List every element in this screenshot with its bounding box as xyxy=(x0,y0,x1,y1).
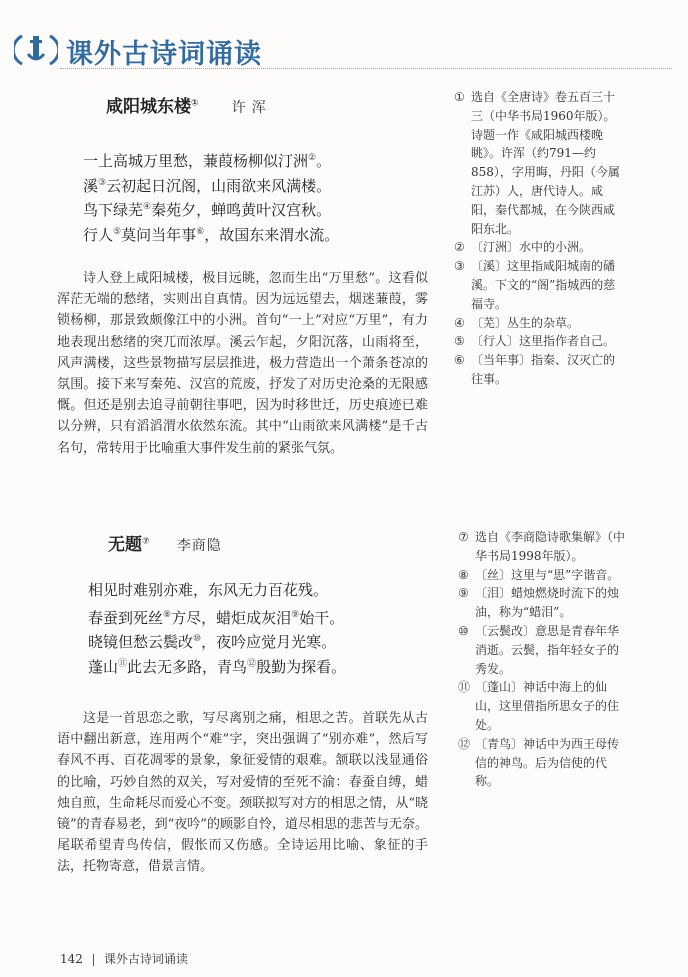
footnote-marker: ⑦ xyxy=(142,536,150,547)
footnote-text: 〔行人〕这里指作者自己。 xyxy=(471,334,616,349)
footnote xyxy=(454,88,626,238)
anchor-logo-icon xyxy=(14,30,58,70)
footnote xyxy=(458,735,630,791)
page-number: 142 xyxy=(60,952,83,966)
footnote-marker: ⑫ xyxy=(247,658,257,669)
verse-line xyxy=(88,578,346,603)
footnote xyxy=(458,622,630,678)
footnote-marker: ⑩ xyxy=(193,634,202,644)
verse-text: 秦苑夕，蝉鸣黄叶汉宫秋。 xyxy=(151,201,332,219)
verse-line xyxy=(83,171,339,196)
poem-title-row xyxy=(106,92,272,117)
footnote-number: ⑩ xyxy=(458,623,469,638)
poem-title: 无题⑦ xyxy=(108,535,150,555)
verse-line xyxy=(88,627,346,652)
footnote-number: ① xyxy=(454,90,465,104)
verse-text: 始干。 xyxy=(299,608,345,627)
footnote-number: ⑧ xyxy=(458,567,469,582)
footnote-text: 〔云鬓改〕意思是青春年华消逝。云鬓，指年轻女子的秀发。 xyxy=(475,623,620,676)
footnote-text: 〔泪〕蜡烛燃烧时流下的烛油，称为“蜡泪”。 xyxy=(475,586,620,620)
footnote-number: ⑤ xyxy=(454,334,465,349)
verse-text: 相见时难别亦难，东风无力百花残。 xyxy=(88,581,329,599)
poem-author: 李商隐 xyxy=(176,538,222,554)
poem-commentary: 这是一首思恋之歌，写尽离别之痛，相思之苦。首联先从古语中翻出新意，连用两个“难”字，突出强调了“别亦难”，然后写春风不再、百花凋零的景象，象征爱情的艰难。颔联以浅显通俗的比喻，巧妙自然的双关，写对爱情的至死不渝：春蚕自缚，蜡烛自煎，生命耗尽而爱心不变。颈联拟写对方的相思之情，从“晓镜”的青春易老，到“夜吟”的顾影自怜，道尽相思的悲苦与无奈。尾联希望青鸟传信，假怅而又伤感。全诗运用比喻、象征的手法，托物寄意，借景言情。 xyxy=(57,711,428,875)
verse-text: 。 xyxy=(316,152,332,170)
footer-divider xyxy=(93,954,94,966)
footnote xyxy=(458,566,630,585)
footnote-number: ⑦ xyxy=(458,530,469,544)
footnote-marker: ⑤ xyxy=(113,226,122,237)
footnote-marker: ② xyxy=(308,153,317,163)
verse-line xyxy=(83,195,339,220)
footnote-text: 〔芜〕丛生的杂草。 xyxy=(471,315,580,330)
verse-line xyxy=(83,220,339,245)
footnote xyxy=(454,332,626,351)
verse-line xyxy=(88,603,346,628)
verse-text: 殷勤为探看。 xyxy=(256,657,347,676)
verse-text: 行人 xyxy=(83,225,114,244)
verse-text: 莫问当年事 xyxy=(121,225,197,244)
verse-text: 晓镜但愁云鬓改 xyxy=(88,633,194,651)
poem-author: 许浑 xyxy=(231,100,272,116)
footnote-number: ④ xyxy=(454,315,465,330)
footnote-marker: ① xyxy=(191,98,199,109)
footnote-text: 〔青鸟〕神话中为西王母传信的神鸟。后为信使的代称。 xyxy=(475,736,620,789)
footnote-number: ⑥ xyxy=(454,353,465,368)
verse-text: 云初起日沉阁，山雨欲来风满楼。 xyxy=(106,176,332,195)
footnote-marker: ⑧ xyxy=(163,609,172,620)
footnote-number: ⑨ xyxy=(458,586,469,601)
footnote xyxy=(458,528,630,566)
footnote-marker: ⑨ xyxy=(291,609,300,620)
footnote-marker: ⑥ xyxy=(196,226,205,237)
poem-title-row xyxy=(108,530,222,555)
poem-verse xyxy=(88,578,346,676)
footnote xyxy=(454,314,626,333)
section-header xyxy=(14,30,674,70)
footnote-number: ② xyxy=(454,240,465,255)
verse-text: 此去无多路，青鸟 xyxy=(127,657,248,676)
poem-verse xyxy=(83,146,339,244)
footnote-text: 选自《全唐诗》卷五百三十三（中华书局1960年版）。诗题一作《咸阳城西楼晚眺》。许浑（约791—约858），字用晦，丹阳（今属江苏）人，唐代诗人。咸阳，秦代都城，在今陕西咸阳东北。 xyxy=(471,90,620,236)
page-footer xyxy=(60,950,188,967)
footer-book-title: 课外古诗词诵读 xyxy=(103,952,188,966)
verse-line xyxy=(88,652,346,677)
verse-text: 春蚕到死丝 xyxy=(88,608,164,627)
verse-text: ，故国东来渭水流。 xyxy=(204,225,340,244)
verse-line xyxy=(83,146,339,171)
verse-text: 鸟下绿芜 xyxy=(83,201,144,219)
footnote xyxy=(454,351,626,389)
footnote-text: 选自《李商隐诗歌集解》（中华书局1998年版）。 xyxy=(475,530,626,563)
poem-title: 咸阳城东楼① xyxy=(106,97,199,117)
footnote-number: ③ xyxy=(454,259,465,274)
footnote-number: ⑪ xyxy=(458,680,471,695)
footnote xyxy=(454,257,626,313)
footnote xyxy=(454,238,626,257)
footnote-text: 〔丝〕这里与“思”字谐音。 xyxy=(475,567,620,582)
footnote-text: 〔蓬山〕神话中海上的仙山，这里借指所思女子的住处。 xyxy=(475,680,620,732)
verse-text: 蓬山 xyxy=(88,657,119,676)
footnote-text: 〔汀洲〕水中的小洲。 xyxy=(471,240,592,255)
verse-text: ，夜吟应觉月光寒。 xyxy=(201,633,337,651)
section-title: 课外古诗词诵读 xyxy=(66,39,262,70)
poem-commentary: 诗人登上咸阳城楼，极目远眺，忽而生出“万里愁”。这看似浑茫无端的愁绪，实则出自真情。因为远远望去，烟迷蒹葭，雾锁杨柳，那景致颇像江中的小洲。首句“一上”对应“万里”，有力地表现出愁绪的突兀而浓厚。溪云乍起，夕阳沉落，山雨将至，风声满楼，这些景物描写层层推进，极力营造出一个萧条苍凉的氛围。接下来写秦苑、汉宫的荒废，抒发了对历史沧桑的无限感慨。但还是别去追寻前朝往事吧，因为时移世迁，历史痕迹已难以分辨，只有滔滔渭水依然东流。其中“山雨欲来风满楼”是千古名句，常转用于比喻重大事件发生前的紧张气氛。 xyxy=(57,271,428,456)
footnotes xyxy=(458,528,630,791)
verse-text: 方尽，蜡炬成灰泪 xyxy=(171,608,292,627)
verse-text: 一上高城万里愁，蒹葭杨柳似汀洲 xyxy=(83,152,309,170)
footnote-text: 〔当年事〕指秦、汉灭亡的往事。 xyxy=(471,353,616,386)
footnote-marker: ③ xyxy=(98,177,107,188)
footnote xyxy=(458,678,630,734)
footnote-text: 〔溪〕这里指咸阳城南的磻溪。下文的“阁”指城西的慈福寺。 xyxy=(471,259,616,311)
footnote-number: ⑫ xyxy=(458,736,471,751)
footnote xyxy=(458,584,630,622)
verse-text: 溪 xyxy=(83,176,99,195)
footnotes xyxy=(454,88,626,389)
footnote-marker: ④ xyxy=(143,202,152,212)
footnote-marker: ⑪ xyxy=(118,658,128,669)
header-divider xyxy=(60,68,672,69)
